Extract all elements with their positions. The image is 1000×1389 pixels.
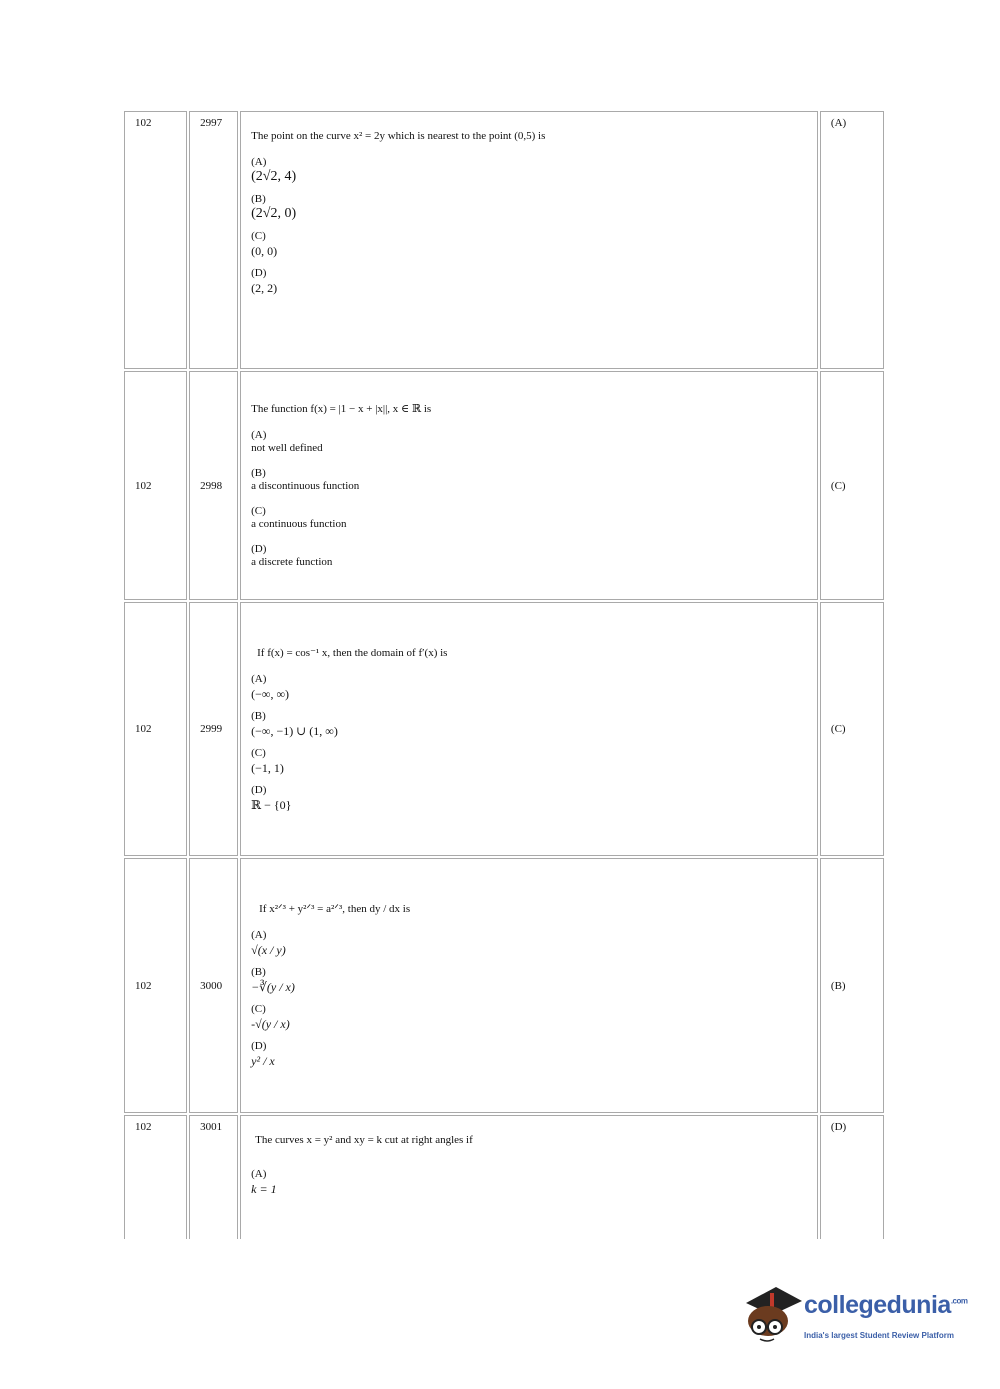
question-stem: The curves x = y² and xy = k cut at right angles if: [255, 1134, 473, 1146]
answer-key: (B): [820, 858, 884, 1113]
option-value: (−∞, −1) ∪ (1, ∞): [251, 723, 338, 738]
option-label: (C): [251, 1003, 266, 1015]
option-label: (B): [251, 193, 266, 205]
option-label: (D): [251, 267, 267, 279]
option-label: (C): [251, 746, 266, 759]
question-id: 2997: [189, 111, 238, 369]
option-value: a discrete function: [251, 556, 333, 568]
question-id: 2999: [189, 602, 238, 856]
option-value: -√(y / x): [251, 1017, 290, 1031]
option-label: (C): [251, 505, 266, 517]
subject-code: 102: [124, 1115, 187, 1239]
option-value: −∛(y / x): [251, 980, 295, 994]
logo-tagline: India's largest Student Review Platform: [804, 1331, 954, 1340]
option-label: (C): [251, 230, 266, 242]
question-stem: The function f(x) = |1 − x + |x||, x ∈ ℝ is: [251, 403, 432, 415]
option-label: (A): [251, 429, 267, 441]
question-id: 3001: [189, 1115, 238, 1239]
answer-key: (A): [820, 111, 884, 369]
option-value: ℝ − {0}: [251, 797, 292, 812]
option-value: (0, 0): [251, 244, 278, 258]
option-label: (D): [251, 783, 267, 796]
option-label: (A): [251, 929, 267, 941]
logo-wordmark: collegedunia$^{.com}$: [804, 1291, 968, 1319]
question-id: 3000: [189, 858, 238, 1113]
option-value: y² / x: [251, 1054, 275, 1068]
subject-code: 102: [124, 858, 187, 1113]
question-cell: [240, 858, 818, 1113]
option-value: a continuous function: [251, 518, 347, 530]
option-label: (A): [251, 672, 267, 685]
option-value: a discontinuous function: [251, 480, 360, 492]
question-stem: The point on the curve x² = 2y which is nearest to the point (0,5) is: [251, 130, 546, 142]
question-cell: [240, 602, 818, 856]
option-value: (2√2, 4): [251, 169, 297, 184]
question-id: 2998: [189, 371, 238, 600]
subject-code: 102: [124, 602, 187, 856]
option-label: (B): [251, 966, 266, 978]
option-label: (B): [251, 467, 266, 479]
answer-key: (C): [820, 371, 884, 600]
option-label: (D): [251, 1040, 267, 1052]
subject-code: 102: [124, 111, 187, 369]
question-cell: [240, 111, 818, 369]
option-value: k = 1: [251, 1182, 277, 1196]
option-label: (B): [251, 709, 266, 722]
collegedunia-logo: [742, 1283, 970, 1355]
question-stem: If x²ᐟ³ + y²ᐟ³ = a²ᐟ³, then dy / dx is: [259, 903, 411, 915]
option-value: (−∞, ∞): [251, 686, 290, 701]
option-value: not well defined: [251, 442, 323, 454]
subject-code: 102: [124, 371, 187, 600]
answer-key: (D): [820, 1115, 884, 1239]
table-row: [124, 602, 884, 856]
question-cell: [240, 1115, 818, 1239]
question-table: [122, 109, 886, 1241]
graduate-mascot-icon: [742, 1283, 804, 1347]
question-cell: [240, 371, 818, 600]
table-row: [124, 1115, 884, 1239]
option-value: (2√2, 0): [251, 206, 297, 221]
option-value: (2, 2): [251, 281, 278, 295]
option-label: (A): [251, 156, 267, 168]
table-row: [124, 111, 884, 369]
table-row: [124, 371, 884, 600]
answer-key: (C): [820, 602, 884, 856]
question-stem: If f(x) = cos⁻¹ x, then the domain of f′(x) is: [257, 646, 448, 659]
table-row: [124, 858, 884, 1113]
option-label: (A): [251, 1168, 267, 1180]
option-value: √(x / y): [251, 943, 286, 957]
option-value: (−1, 1): [251, 760, 284, 775]
option-label: (D): [251, 543, 267, 555]
